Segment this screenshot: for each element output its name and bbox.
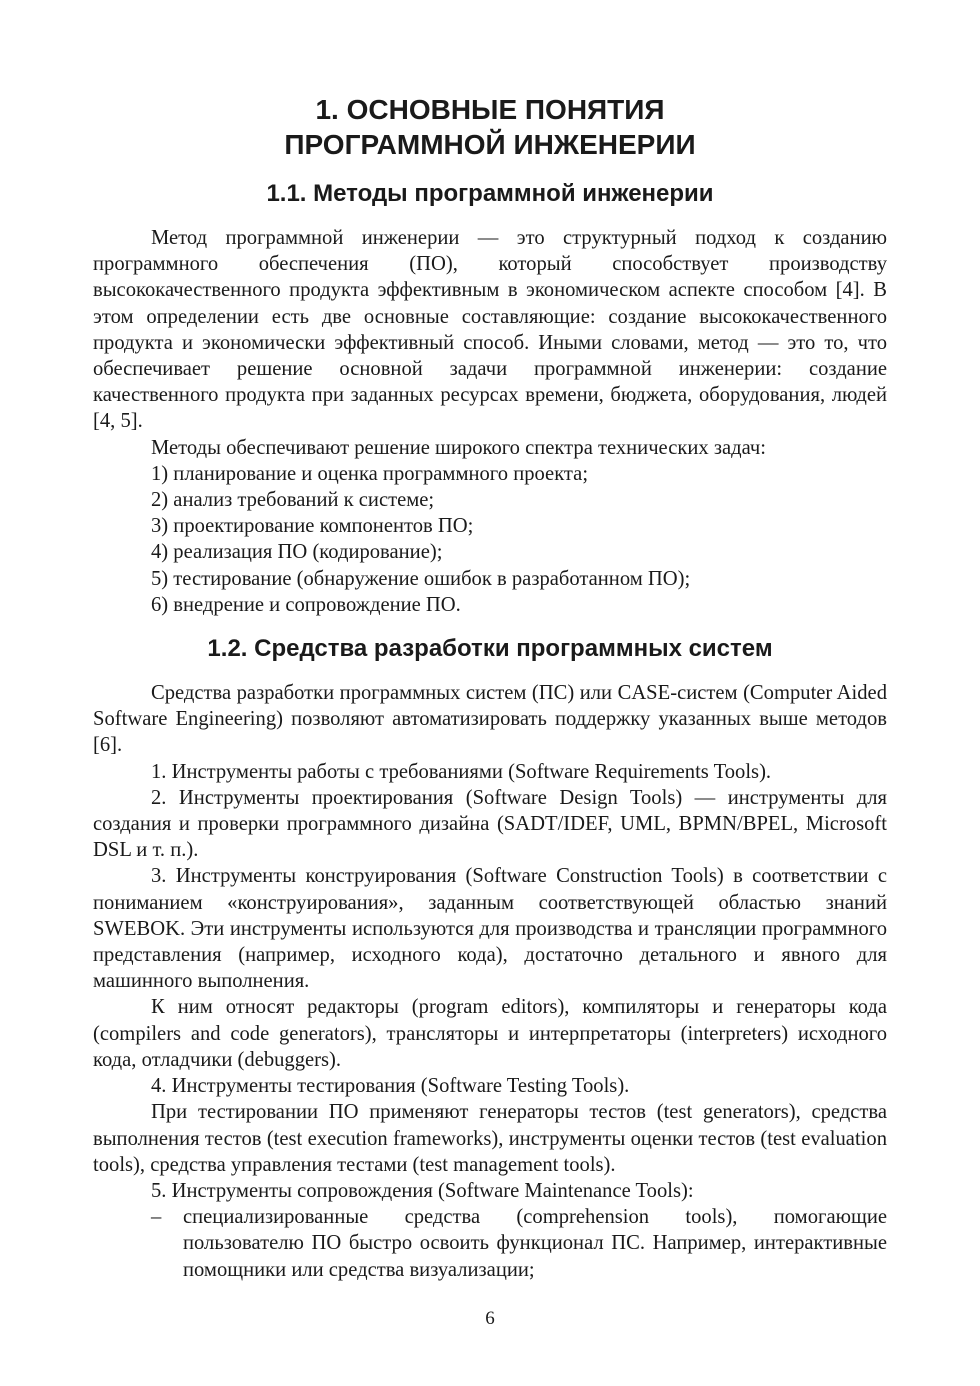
section-heading-methods: 1.1. Методы программной инженерии (266, 180, 714, 207)
list-item: 1) планирование и оценка программного проекта; (151, 462, 589, 485)
list-item: 6) внедрение и сопровождение ПО. (151, 593, 461, 616)
list-item (93, 1204, 887, 1283)
list-item-text: специализированные средства (comprehension tools), помогающие пользователю ПО быстро освоить функционал ПС. Например, интерактивные помощники или средства визуализации; (183, 1206, 887, 1281)
paragraph-design-tools: 2. Инструменты проектирования (Software Design Tools) — инструменты для создания и проверки программного дизайна (SADT/IDEF, UML, BPMN/BPEL, Microsoft DSL и т. п.). (93, 786, 887, 862)
dash-marker: – (151, 1206, 162, 1229)
chapter-title (93, 92, 887, 162)
chapter-title-line-1: 1. ОСНОВНЫЕ ПОНЯТИЯ (315, 94, 665, 125)
paragraph-case-intro: Средства разработки программных систем (ПС) или CASE-систем (Computer Aided Software Engineering) позволяют автоматизировать поддержку указанных выше методов [6]. (93, 682, 887, 757)
list-item: 4) реализация ПО (кодирование); (151, 541, 443, 564)
list-item: 2) анализ требований к системе; (151, 489, 435, 512)
paragraph-testing-tools: 4. Инструменты тестирования (Software Testing Tools). (151, 1075, 630, 1098)
paragraph-construction-tools: 3. Инструменты конструирования (Software Construction Tools) в соответствии с пониманием «конструирования», заданным соответствующей областью знаний SWEBOK. Эти инструменты используются для производства и трансляции программного представления (например, исходного кода), достаточно детального и явного для машинного выполнения. (93, 865, 887, 993)
paragraph-maintenance-tools: 5. Инструменты сопровождения (Software Maintenance Tools): (151, 1179, 694, 1202)
paragraph-construction-examples: К ним относят редакторы (program editors), компиляторы и генераторы кода (compilers and code generators), трансляторы и интерпретаторы (interpreters) исходного кода, отладчики (debuggers). (93, 996, 887, 1071)
paragraph-method-definition: Метод программной инженерии — это структурный подход к созданию программного обеспечения (ПО), который способствует производству высококачественного продукта эффективным в экономическом аспекте способом [4]. В этом определении есть две основные составляющие: создание высококачественного продукта и экономически эффективный способ. Иными словами, метод — это то, что обеспечивает решение основной задачи программной инженерии: создание качественного продукта при заданных ресурсах времени, бюджета, оборудования, людей [4, 5]. (93, 227, 887, 433)
section-heading-tools: 1.2. Средства разработки программных систем (207, 635, 773, 663)
document-page (93, 92, 887, 1283)
page-number: 6 (485, 1308, 495, 1329)
task-list (93, 461, 887, 618)
paragraph-methods-tasks-intro: Методы обеспечивают решение широкого спектра технических задач: (151, 436, 766, 459)
list-item: 5) тестирование (обнаружение ошибок в разработанном ПО); (151, 567, 691, 590)
list-item: 3) проектирование компонентов ПО; (151, 515, 474, 538)
maintenance-tools-list (93, 1204, 887, 1283)
paragraph-requirements-tools: 1. Инструменты работы с требованиями (Software Requirements Tools). (151, 760, 772, 783)
chapter-title-line-2: ПРОГРАММНОЙ ИНЖЕНЕРИИ (284, 129, 696, 160)
paragraph-testing-examples: При тестировании ПО применяют генераторы тестов (test generators), средства выполнения тестов (test execution frameworks), инструменты оценки тестов (test evaluation tools), средства управления тестами (test management tools). (93, 1101, 887, 1176)
